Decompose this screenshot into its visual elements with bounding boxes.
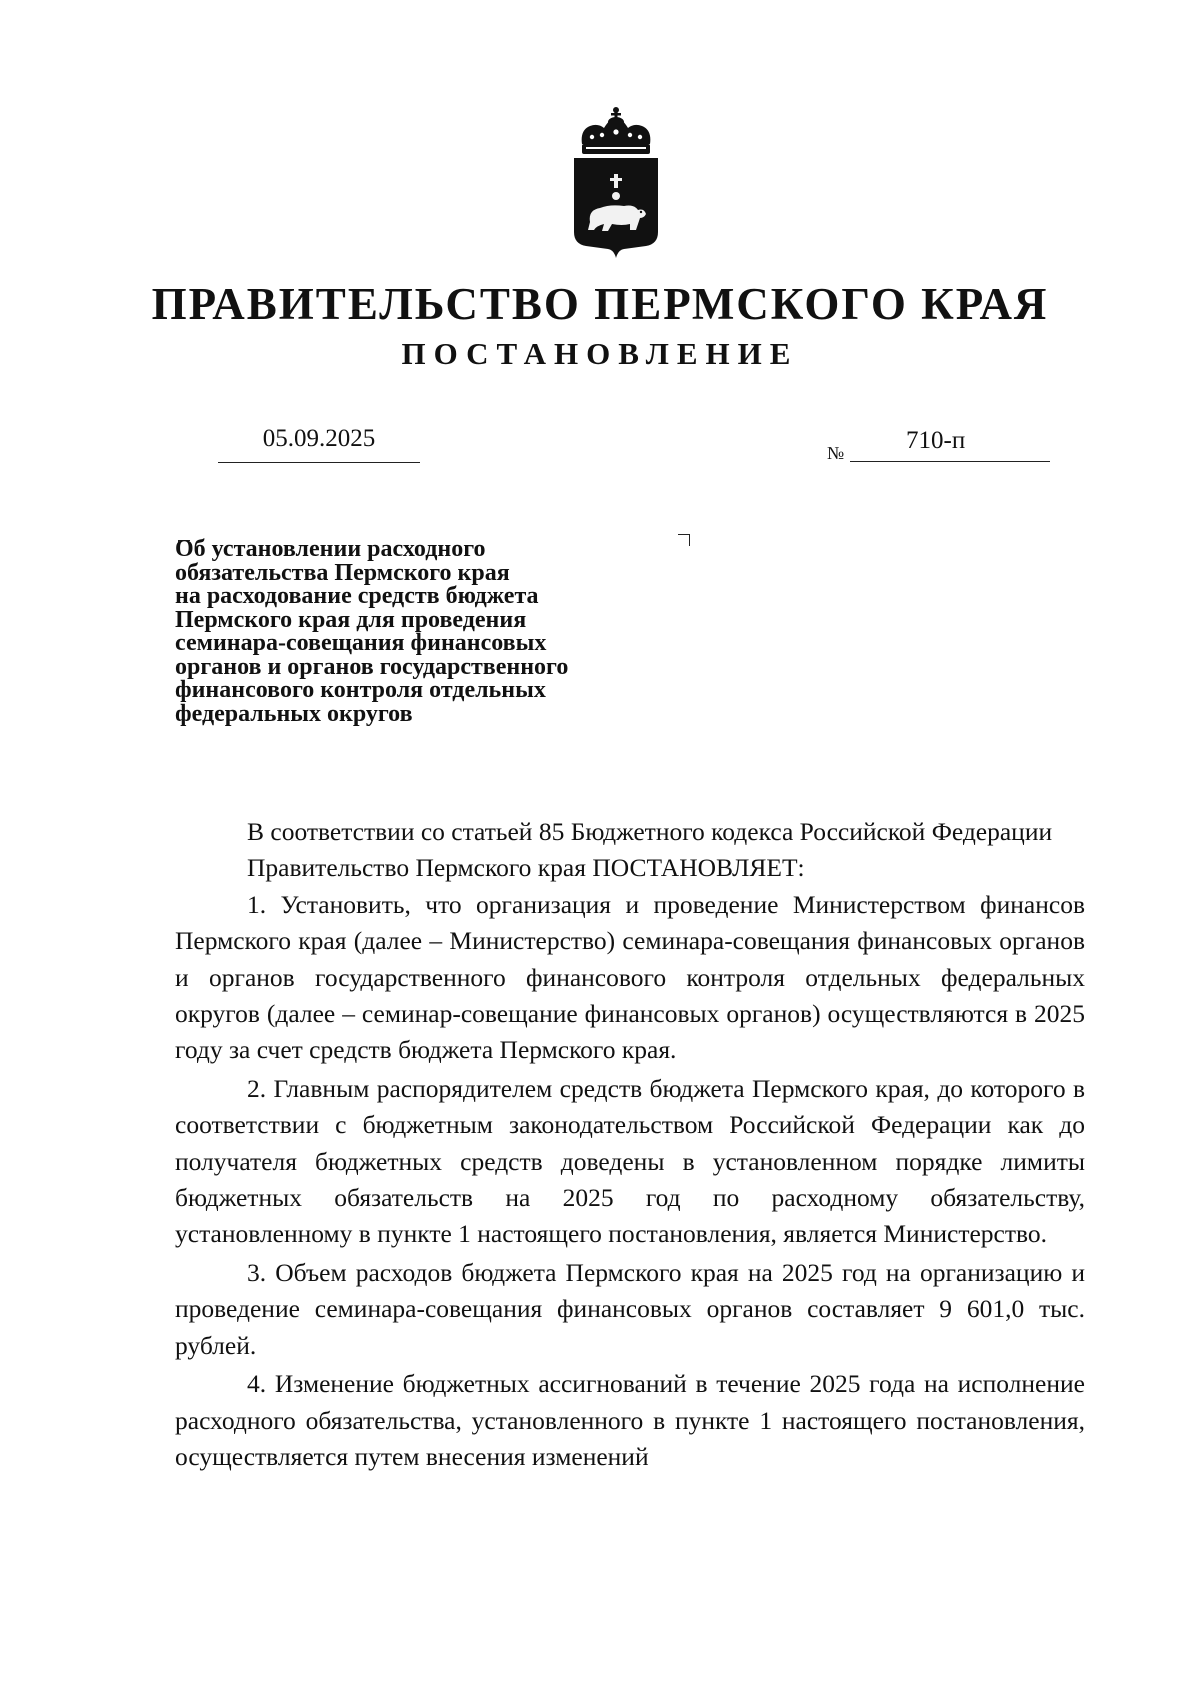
document-subject — [175, 538, 695, 726]
document-type: ПОСТАНОВЛЕНИЕ — [401, 336, 799, 371]
subject-line: обязательства Пермского края — [175, 559, 510, 586]
number-sign: № — [827, 443, 845, 463]
subject-line: органов и органов государственного — [175, 653, 569, 680]
document-body — [175, 814, 1085, 1475]
document-number: 710-п — [850, 426, 1050, 462]
subject-line: семинара-совещания финансовых — [175, 630, 547, 656]
item-paragraph-1: 1. Установить, что организация и проведение Министерством финансов Пермского края (далее – Министерство) семинара-совещания финансовых органов и органов государственного финансового контроля отдельных федеральных округов (далее – семинар-совещание финансовых органов) осуществляются в 2025 году за счет средств бюджета Пермского края. — [175, 889, 1085, 1065]
preamble-paragraph: В соответствии со статьей 85 Бюджетного кодекса Российской Федерации — [247, 817, 1053, 846]
document-date: 05.09.2025 — [218, 424, 420, 463]
subject-line: Об установлении расходного — [175, 536, 486, 562]
subject-line: Пермского края для проведения — [175, 606, 527, 633]
subject-line: финансового контроля отдельных — [175, 677, 546, 703]
coat-of-arms-icon — [568, 104, 664, 260]
subject-line: федеральных округов — [175, 700, 413, 727]
organization-title: ПРАВИТЕЛЬСТВО ПЕРМСКОГО КРАЯ — [151, 279, 1049, 329]
item-paragraph-3: 3. Объем расходов бюджета Пермского края на 2025 год на организацию и проведение семинара-совещания финансовых органов составляет 9 601,0 тыс. рублей. — [175, 1257, 1085, 1360]
subject-line: на расходование средств бюджета — [175, 583, 539, 609]
item-paragraph-4: 4. Изменение бюджетных ассигнований в течение 2025 года на исполнение расходного обязательства, установленного в пункте 1 настоящего постановления, осуществляется путем внесения изменений — [175, 1369, 1085, 1471]
decree-formula: Правительство Пермского края ПОСТАНОВЛЯЕТ: — [247, 853, 805, 883]
item-paragraph-2: 2. Главным распорядителем средств бюджета Пермского края, до которого в соответствии с бюджетным законодательством Российской Федерации как до получателя бюджетных средств доведены в установленном порядке лимиты бюджетных обязательств на 2025 год по расходному обязательству, установленному в пункте 1 настоящего постановления, является Министерство. — [175, 1073, 1085, 1249]
